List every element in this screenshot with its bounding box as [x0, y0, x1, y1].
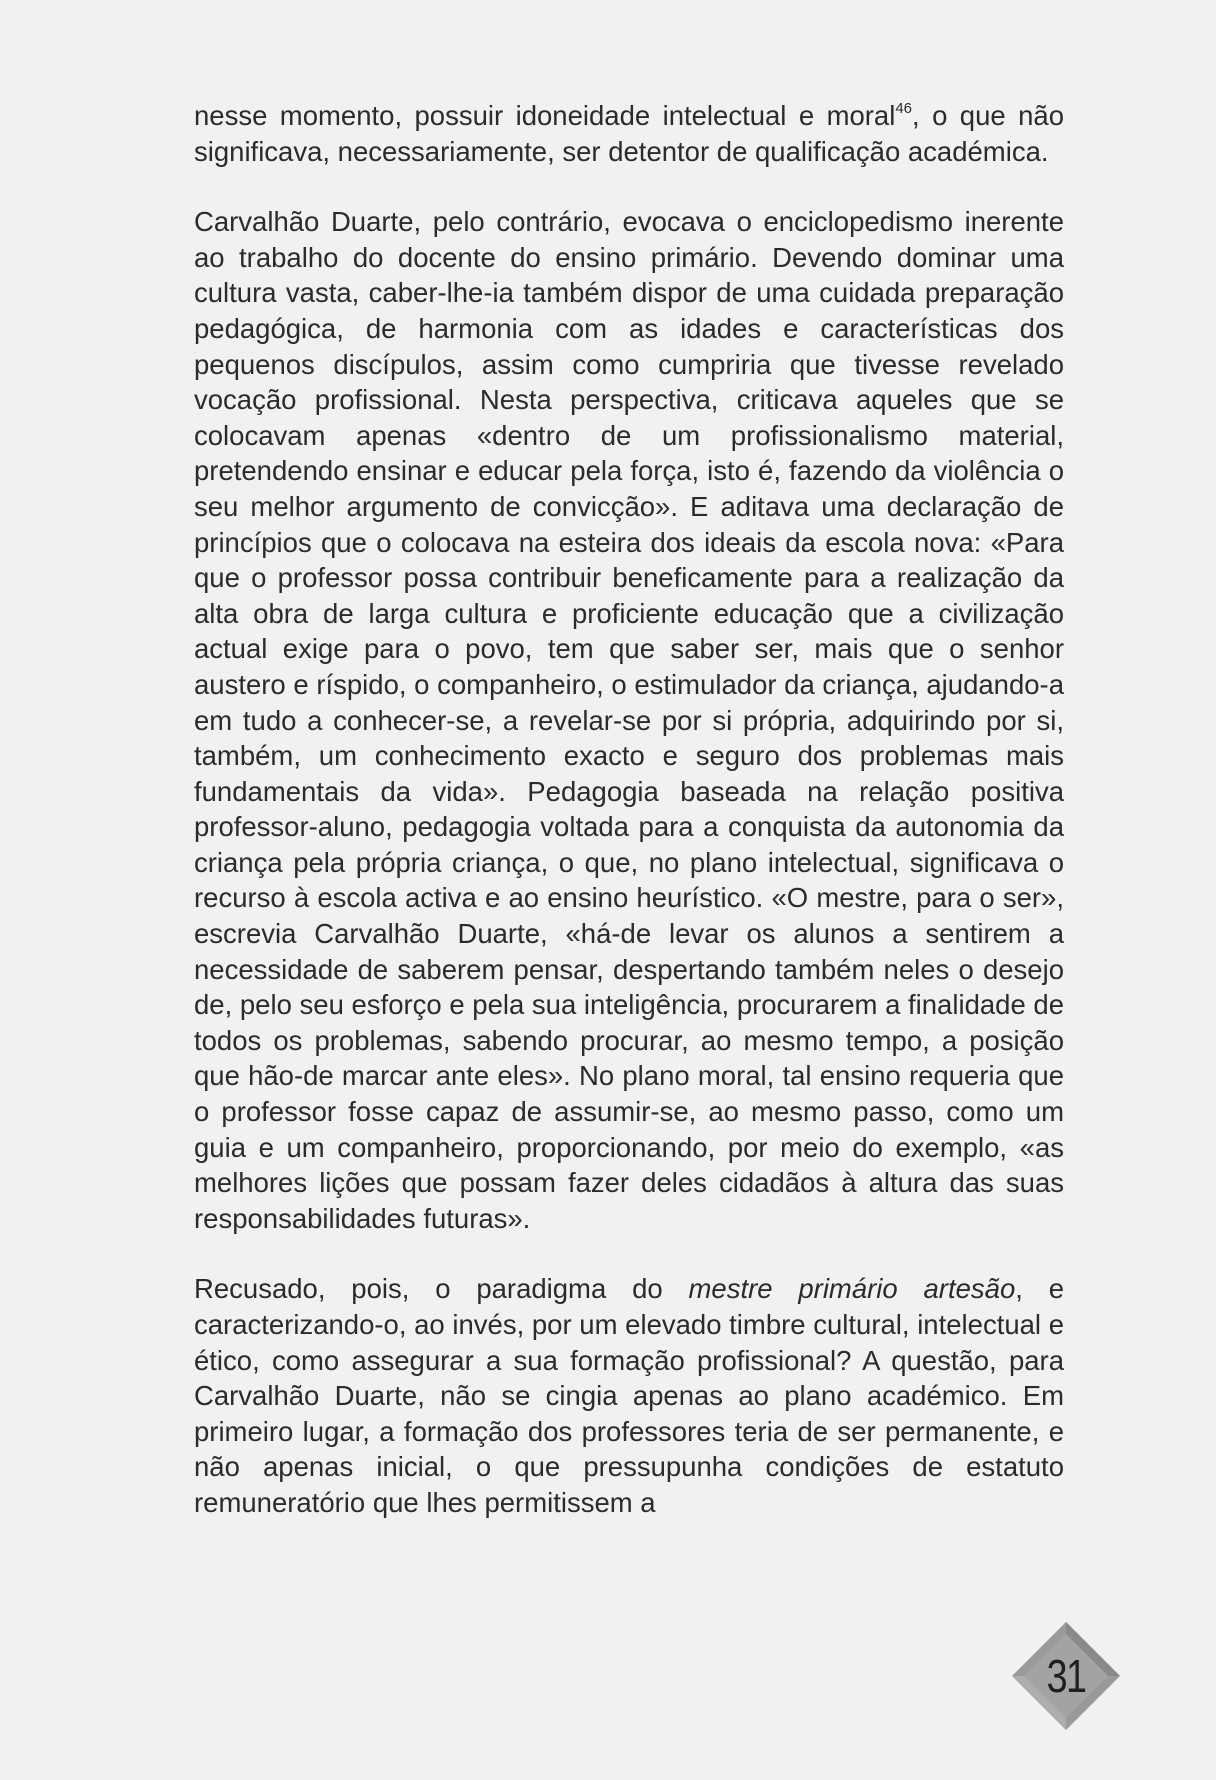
paragraph-3	[194, 1271, 1064, 1520]
footnote-reference: 46	[895, 99, 913, 117]
text-segment: , e caracterizando-o, ao invés, por um elevado timbre cultural, intelectual e ético, como assegurar a sua formação profissional? A questão, para Carvalhão Duarte, não se cingia apenas ao plano académico. Em primeiro lugar, a formação dos professores teria de ser permanente, e não apenas inicial, o que pressupunha condições de estatuto remuneratório que lhes permitissem a	[194, 1273, 1065, 1518]
text-segment: Recusado, pois, o paradigma do	[194, 1273, 689, 1305]
text-segment: nesse momento, possuir idoneidade intelectual e moral	[194, 100, 896, 131]
paragraph-2	[194, 204, 1064, 1236]
paragraph-1	[194, 98, 1064, 169]
italic-term: mestre primário artesão	[688, 1273, 1016, 1305]
page-number-badge	[1010, 1620, 1122, 1732]
text-segment: Carvalhão Duarte, pelo contrário, evocava o enciclopedismo inerente ao trabalho do docente do ensino primário. Devendo dominar uma cultura vasta, caber-lhe-ia também dispor de uma cuidada preparação pedagógica, de harmonia com as idades e características dos pequenos discípulos, assim como cumpriria que tivesse revelado vocação profissional. Nesta perspectiva, criticava aqueles que se colocavam apenas «dentro de um profissionalismo material, pretendendo ensinar e educar pela força, isto é, fazendo da violência o seu melhor argumento de convicção». E aditava uma declaração de princípios que o colocava na esteira dos ideais da escola nova: «Para que o professor possa contribuir beneficamente para a realização da alta obra de larga cultura e proficiente educação que a civilização actual exige para o povo, tem que saber ser, mais que o senhor austero e ríspido, o companheiro, o estimulador da criança, ajudando-a em tudo a conhecer-se, a revelar-se por si própria, adquirindo por si, também, um conhecimento exacto e seguro dos problemas mais fundamentais da vida». Pedagogia baseada na relação positiva professor-aluno, pedagogia voltada para a conquista da autonomia da criança pela própria criança, o que, no plano intelectual, significava o recurso à escola activa e ao ensino heurístico. «O mestre, para o ser», escrevia Carvalhão Duarte, «há-de levar os alunos a sentirem a necessidade de saberem pensar, despertando também neles o desejo de, pelo seu esforço e pela sua inteligência, procurarem a finalidade de todos os problemas, sabendo procurar, ao mesmo tempo, a posição que hão-de marcar ante eles». No plano moral, tal ensino requeria que o professor fosse capaz de assumir-se, ao mesmo passo, como um guia e um companheiro, proporcionando, por meio do exemplo, «as melhores lições que possam fazer deles cidadãos à altura das suas responsabilidades futuras».	[194, 206, 1064, 1234]
page-number: 31	[1046, 1650, 1086, 1702]
text-segment: , o que não significava, necessariamente, ser detentor de qualificação académica.	[194, 100, 1064, 167]
body-text	[194, 98, 1064, 1521]
